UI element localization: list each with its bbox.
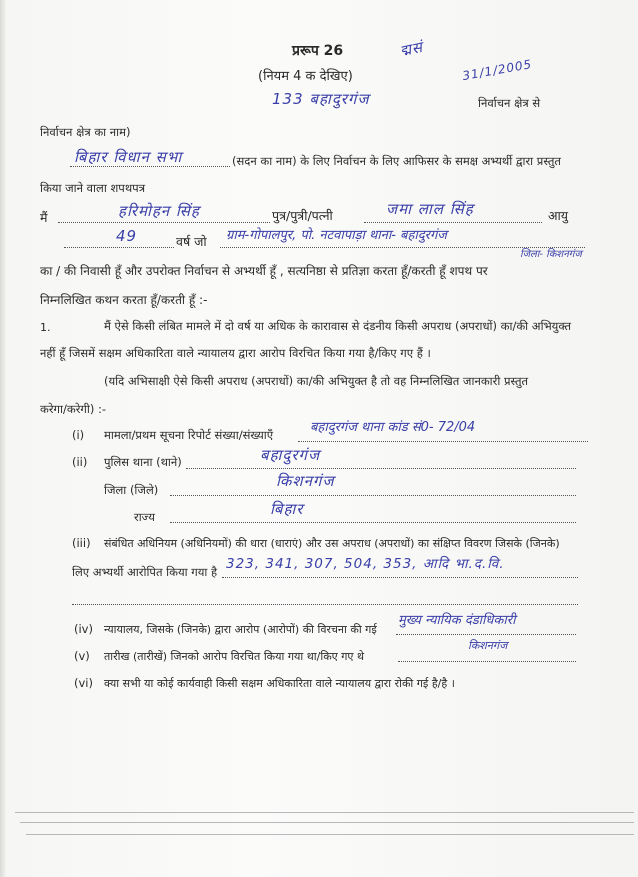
item-v-label: तारीख (तारीखें) जिनको आरोप विरचित किया गया था/किए गए थे [104,650,365,663]
item-iv-value: मुख्य न्यायिक दंडाधिकारी [398,613,516,628]
house-dotted-line [70,166,230,167]
item-v-number: (v) [74,649,90,663]
affidavit-line: किया जाने वाला शपथपत्र [40,181,146,195]
handwritten-stamp: द्मसं [398,37,425,61]
age-label: आयु [548,208,569,223]
constituency-suffix: निर्वाचन क्षेत्र से [478,96,541,110]
page-edge-shadow [0,0,6,877]
item-v-dotted-line [398,661,576,662]
district-dotted-line [170,495,576,496]
handwritten-district: जिला- किशनगंज [520,249,582,260]
state-value: बिहार [270,500,304,518]
item-iii-number: (iii) [72,536,91,550]
handwritten-age: 49 [116,227,138,245]
item-ii-number: (ii) [72,455,88,469]
item-vi-label: क्या सभी या कोई कार्यवाही किसी सक्षम अधिकारिता वाले न्यायालय द्वारा रोकी गई है/है । [104,677,455,690]
item-i-label: मामला/प्रथम सूचना रिपोर्ट संख्या/संख्याएँ [104,428,274,442]
item1-line4: करेगा/करेगी) :- [40,402,107,416]
main-prefix: मैं [40,210,48,225]
item-iv-number: (iv) [74,622,93,636]
age-dotted-line [64,247,174,248]
father-dotted-line [364,222,542,223]
item-iii-line2: लिए अभ्यर्थी आरोपित किया गया है [72,565,218,579]
item1-line3: (यदि अभिसाक्षी ऐसे किसी अपराध (अपराधों) का/की अभियुक्त है तो वह निम्नलिखित जानकारी प्रस्तुत [104,374,529,388]
house-line-text: (सदन का नाम) के लिए निर्वाचन के लिए आफिसर के समक्ष अभ्यर्थी द्वारा प्रस्तुत [232,154,561,168]
years-label: वर्ष जो [176,234,207,249]
statement-line: निम्नलिखित कथन करता हूँ/करती हूँ :- [40,293,208,307]
item-iii-dotted-line-2 [72,604,578,605]
state-label: राज्य [134,510,155,524]
item-iv-value-2: किशनगंज [468,639,508,652]
handwritten-house: बिहार विधान सभा [74,148,183,166]
rule-reference: (नियम 4 क देखिए) [258,69,353,84]
handwritten-address: ग्राम-गोपालपुर, पो. नटवापाड़ा थाना- बहादुरगंज [226,228,447,243]
district-value: किशनगंज [276,472,335,490]
handwritten-name: हरिमोहन सिंह [118,202,200,220]
relation-label: पुत्र/पुत्री/पत्नी [272,208,333,223]
constituency-name-label: निर्वाचन क्षेत्र का नाम) [40,125,131,139]
district-label: जिला (जिले) [104,483,159,497]
item-ii-value: बहादुरगंज [260,446,321,464]
item-i-value: बहादुरगंज थाना कांड सं0- 72/04 [310,420,476,435]
page-edge-line [15,812,634,813]
item-vi-number: (vi) [74,676,93,690]
address-dotted-line [220,247,585,248]
form-title: प्ररूप 26 [292,43,344,59]
page-edge-line [20,822,634,823]
item1-line1: मैं ऐसे किसी लंबित मामले में दो वर्ष या अधिक के कारावास से दंडनीय किसी अपराध (अपराधों) का/की अभियुक्त [104,319,572,333]
item-iv-label: न्यायालय, जिसके (जिनके) द्वारा आरोप (आरोपों) की विरचना की गई [104,623,377,636]
item-iii-line1: संबंधित अधिनियम (अधिनियमों) की धारा (धाराएं) और उस अपराध (अपराधों) का संक्षिप्त विवरण जिसके (जिनके) [104,537,560,550]
page-edge-line [26,834,634,835]
item-i-dotted-line [298,441,588,442]
handwritten-constituency: 133 बहादुरगंज [272,90,370,108]
item-ii-dotted-line [186,468,576,469]
item1-line2: नहीं हूँ जिसमें सक्षम अधिकारिता वाले न्यायालय द्वारा आरोप विरचित किया गया है/किए गए हैं । [40,346,431,360]
handwritten-date: 31/1/2005 [461,56,534,84]
state-dotted-line [170,522,576,523]
item-iv-dotted-line [396,634,576,635]
item-iii-value: 323, 341, 307, 504, 353, आदि भा.द.वि. [226,556,505,572]
item-ii-label: पुलिस थाना (थाने) [104,455,182,469]
name-dotted-line [58,222,270,223]
item-iii-dotted-line [222,577,578,578]
item-i-number: (i) [72,428,85,442]
resident-line: का / की निवासी हूँ और उपरोक्त निर्वाचन से अभ्यर्थी हूँ , सत्यनिष्ठा से प्रतिज्ञा करता हूँ/करती हूँ शपथ पर [40,264,488,278]
item1-number: 1. [40,321,51,334]
handwritten-father: जमा लाल सिंह [386,200,474,218]
